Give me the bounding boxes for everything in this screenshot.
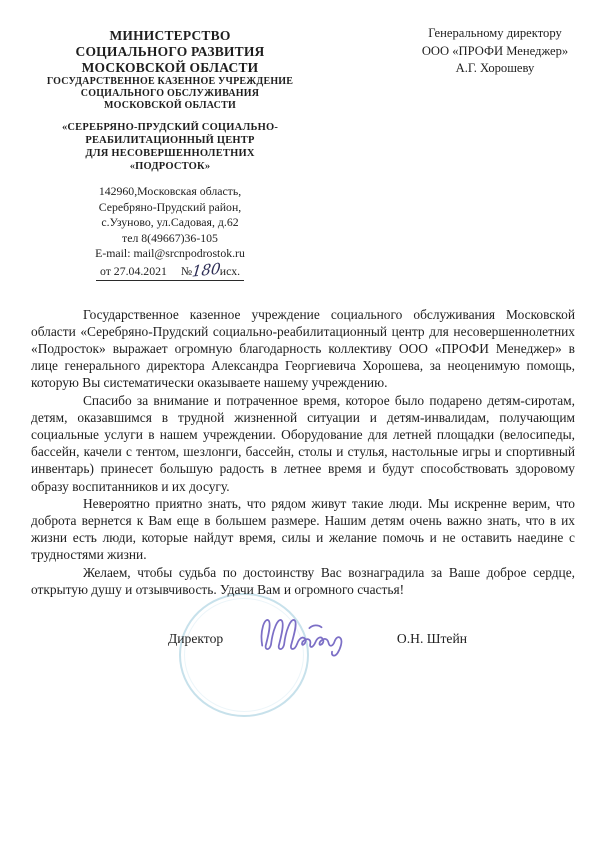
institution-name-line: СОЦИАЛЬНОГО ОБСЛУЖИВАНИЯ: [80, 88, 260, 99]
handwritten-outgoing-number: 180: [191, 258, 222, 281]
paragraph: Государственное казенное учреждение социального обслуживания Московской области «Серебряно-Прудский социально-реабилитационный центр для несовершеннолетних «Подросток» выражает огромную благодарность коллективу ООО «ПРОФИ Менеджер» в лице генерального директора Александра Георгиевича Хорошева, за неоценимую помощь, которую Вы систематически оказываете нашему учреждению.: [31, 306, 575, 391]
date-text: от 27.04.2021: [99, 263, 167, 278]
ministry-name-line: МОСКОВСКОЙ ОБЛАСТИ: [81, 60, 259, 75]
paragraph: Желаем, чтобы судьба по достоинству Вас вознаградила за Ваше доброе сердце, открытую душу и отзывчивость. Удачи Вам и огромного счастья!: [31, 564, 575, 597]
center-name-line: РЕАБИЛИТАЦИОННЫЙ ЦЕНТР: [85, 135, 255, 146]
address-line: 142960,Московская область,: [98, 184, 242, 198]
number-sign: №: [180, 263, 193, 278]
phone-line: тел 8(49667)36-105: [122, 230, 218, 245]
paragraph: Невероятно приятно знать, что рядом живут такие люди. Мы искренне верим, что доброта вернется к Вам еще в большем размере. Нашим детям очень важно знать, что в их жизни есть люди, которые найдут время, силы и желание помочь и не оставить наедине с трудностями жизни.: [31, 495, 575, 563]
date-number-underlined: [96, 258, 244, 281]
recipient-block: [392, 25, 598, 78]
institution-name-line: МОСКОВСКОЙ ОБЛАСТИ: [104, 100, 236, 111]
signature-row: [168, 618, 467, 660]
ministry-name-line: МИНИСТЕРСТВО: [109, 28, 231, 43]
ministry-name-line: СОЦИАЛЬНОГО РАЗВИТИЯ: [75, 44, 265, 59]
recipient-line: Генеральному директору: [428, 26, 562, 40]
signer-role: Директор: [168, 630, 224, 646]
institution-name-line: ГОСУДАРСТВЕННОЕ КАЗЕННОЕ УЧРЕЖДЕНИЕ: [46, 76, 294, 87]
outgoing-suffix: исх.: [219, 263, 241, 278]
email-line: E-mail: mail@srcnpodrostok.ru: [95, 246, 245, 260]
handwritten-signature: [257, 612, 353, 660]
signer-name: О.Н. Штейн: [396, 630, 467, 646]
letter-body: [31, 306, 575, 598]
address-line: Серебряно-Прудский район,: [98, 199, 242, 214]
address-line: с.Узуново, ул.Садовая, д.62: [101, 215, 239, 229]
center-name-line: «СЕРЕБРЯНО-ПРУДСКИЙ СОЦИАЛЬНО-: [61, 122, 279, 133]
paragraph: Спасибо за внимание и потраченное время, которое было подарено детям-сиротам, детям, оказавшимся в трудной жизненной ситуации и детям-инвалидам, получающим социальные услуги в нашем учреждении. Оборудование для летней площадки (велосипеды, бассейн, качели с тентом, шезлонги, бассейн, столы и стулья, настольные игры и спортивный инвентарь) принесет большую радость в летнее время и будут способствовать здоровому образу воспитанников и их досугу.: [31, 392, 575, 494]
outgoing-date-line: [0, 258, 340, 281]
recipient-line: ООО «ПРОФИ Менеджер»: [421, 43, 569, 58]
sender-block: [0, 28, 340, 281]
center-name-line: ДЛЯ НЕСОВЕРШЕННОЛЕТНИХ: [85, 148, 255, 159]
center-name-block: [0, 121, 340, 173]
recipient-line: А.Г. Хорошеву: [455, 61, 535, 75]
sender-address-block: [0, 184, 340, 262]
letterhead: [0, 0, 600, 281]
center-name-line: «ПОДРОСТОК»: [129, 161, 211, 172]
